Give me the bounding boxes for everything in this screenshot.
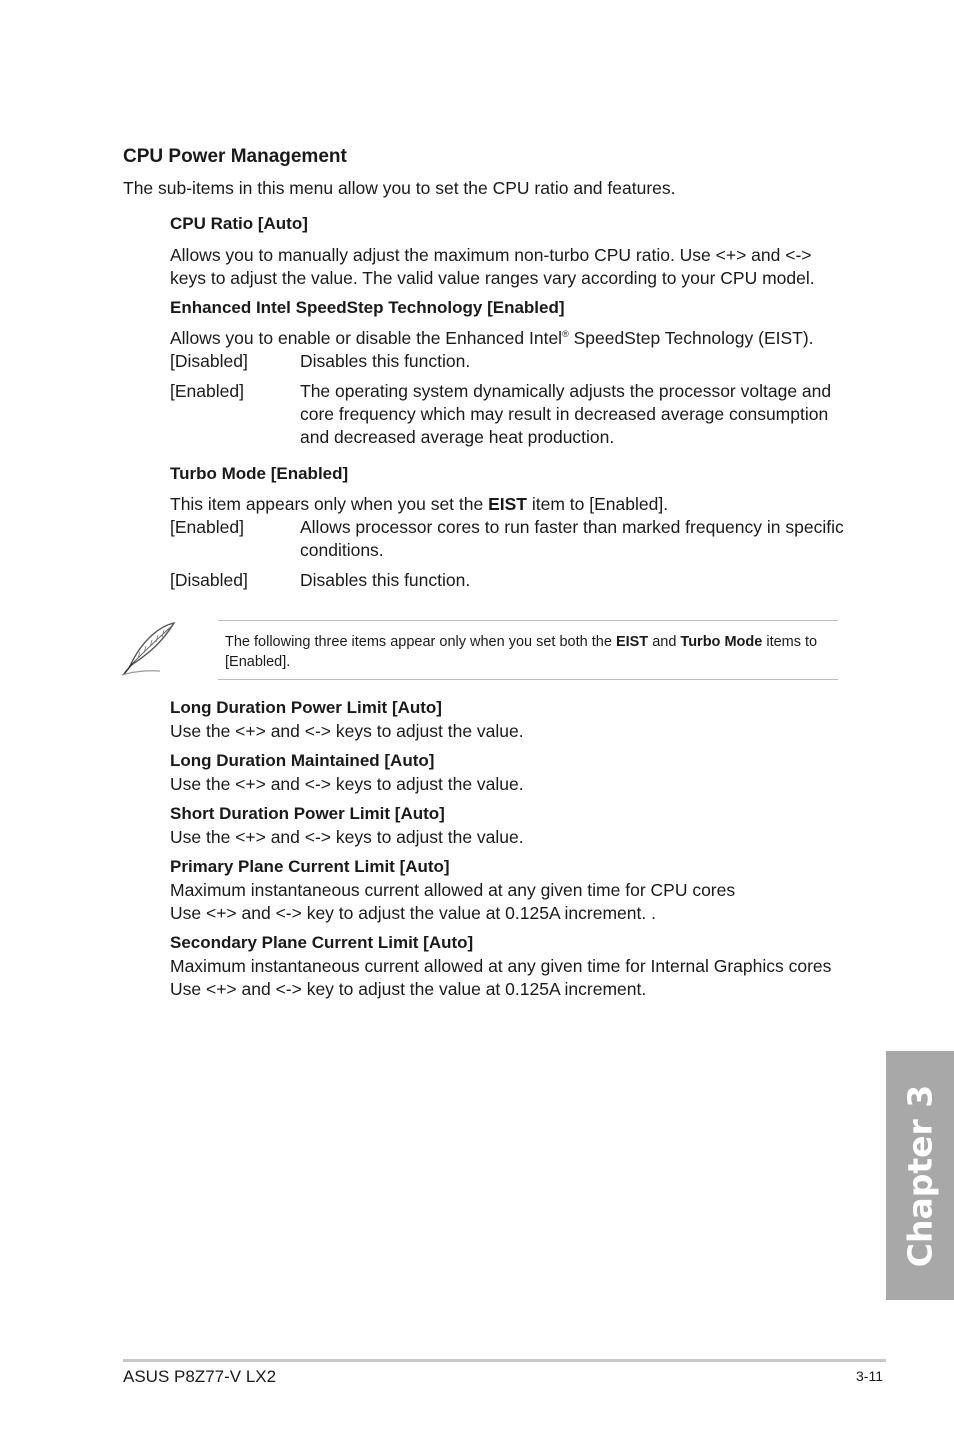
eist-title: Enhanced Intel SpeedStep Technology [Enabled]: [170, 298, 565, 317]
item-desc: Use <+> and <-> key to adjust the value at 0.125A increment. .: [170, 903, 656, 923]
registered-mark: ®: [562, 329, 569, 340]
eist-desc-before: Allows you to enable or disable the Enhanced Intel: [170, 328, 563, 348]
cpu-ratio-desc-line1: Allows you to manually adjust the maximum non-turbo CPU ratio. Use <+> and <->: [170, 245, 812, 265]
item-desc: Use the <+> and <-> keys to adjust the value.: [170, 721, 524, 741]
note-text: [225, 632, 835, 672]
note-bold: Turbo Mode: [680, 634, 763, 650]
turbo-desc-before: This item appears only when you set the: [170, 494, 489, 514]
note-box: [218, 620, 838, 680]
item-desc: Use <+> and <-> key to adjust the value at 0.125A increment.: [170, 979, 647, 999]
eist-option-key: [Disabled]: [170, 351, 248, 371]
turbo-option-key: [Disabled]: [170, 570, 248, 590]
item-title: Short Duration Power Limit [Auto]: [170, 804, 445, 823]
cpu-ratio-desc: [170, 244, 850, 290]
turbo-option-desc: Disables this function.: [300, 570, 471, 590]
item-desc: Maximum instantaneous current allowed at any given time for CPU cores: [170, 880, 736, 900]
eist-option-key: [Enabled]: [170, 381, 244, 401]
item-title: Long Duration Maintained [Auto]: [170, 751, 435, 770]
turbo-option-desc: Allows processor cores to run faster than marked frequency in specific conditions.: [300, 517, 844, 560]
eist-desc-after: SpeedStep Technology (EIST).: [568, 328, 814, 348]
cpu-ratio-title: CPU Ratio [Auto]: [170, 214, 308, 233]
note-part: items to [Enabled].: [225, 634, 818, 670]
item-desc: Maximum instantaneous current allowed at any given time for Internal Graphics cores: [170, 956, 832, 976]
item-desc: Use the <+> and <-> keys to adjust the value.: [170, 827, 524, 847]
turbo-desc: [170, 493, 850, 516]
footer-page-number: 3-11: [856, 1368, 883, 1384]
note-bold: EIST: [615, 634, 649, 650]
note-part: The following three items appear only when you set both the: [225, 634, 616, 650]
eist-option-desc: The operating system dynamically adjusts the processor voltage and core frequency which may result in decreased average consumption and decreased average heat production.: [300, 381, 832, 447]
turbo-desc-after: item to [Enabled].: [527, 494, 669, 514]
item-title: Long Duration Power Limit [Auto]: [170, 698, 442, 717]
section-intro: The sub-items in this menu allow you to set the CPU ratio and features.: [123, 178, 676, 198]
chapter-tab: [886, 1051, 954, 1300]
item-desc: Use the <+> and <-> keys to adjust the value.: [170, 774, 524, 794]
turbo-desc-bold: EIST: [488, 494, 527, 514]
footer-product-name: ASUS P8Z77-V LX2: [123, 1367, 277, 1386]
chapter-label: Chapter 3: [900, 1084, 940, 1267]
footer-divider: [123, 1359, 886, 1362]
cpu-ratio-desc-line2: keys to adjust the value. The valid value ranges vary according to your CPU model.: [170, 268, 815, 288]
item-title: Primary Plane Current Limit [Auto]: [170, 857, 450, 876]
eist-desc: [170, 327, 850, 350]
turbo-option-key: [Enabled]: [170, 517, 244, 537]
note-part: and: [648, 634, 681, 650]
turbo-title: Turbo Mode [Enabled]: [170, 464, 349, 483]
eist-option-desc: Disables this function.: [300, 351, 471, 371]
section-heading: CPU Power Management: [123, 146, 347, 167]
note-pen-icon: [120, 620, 180, 678]
item-title: Secondary Plane Current Limit [Auto]: [170, 933, 474, 952]
